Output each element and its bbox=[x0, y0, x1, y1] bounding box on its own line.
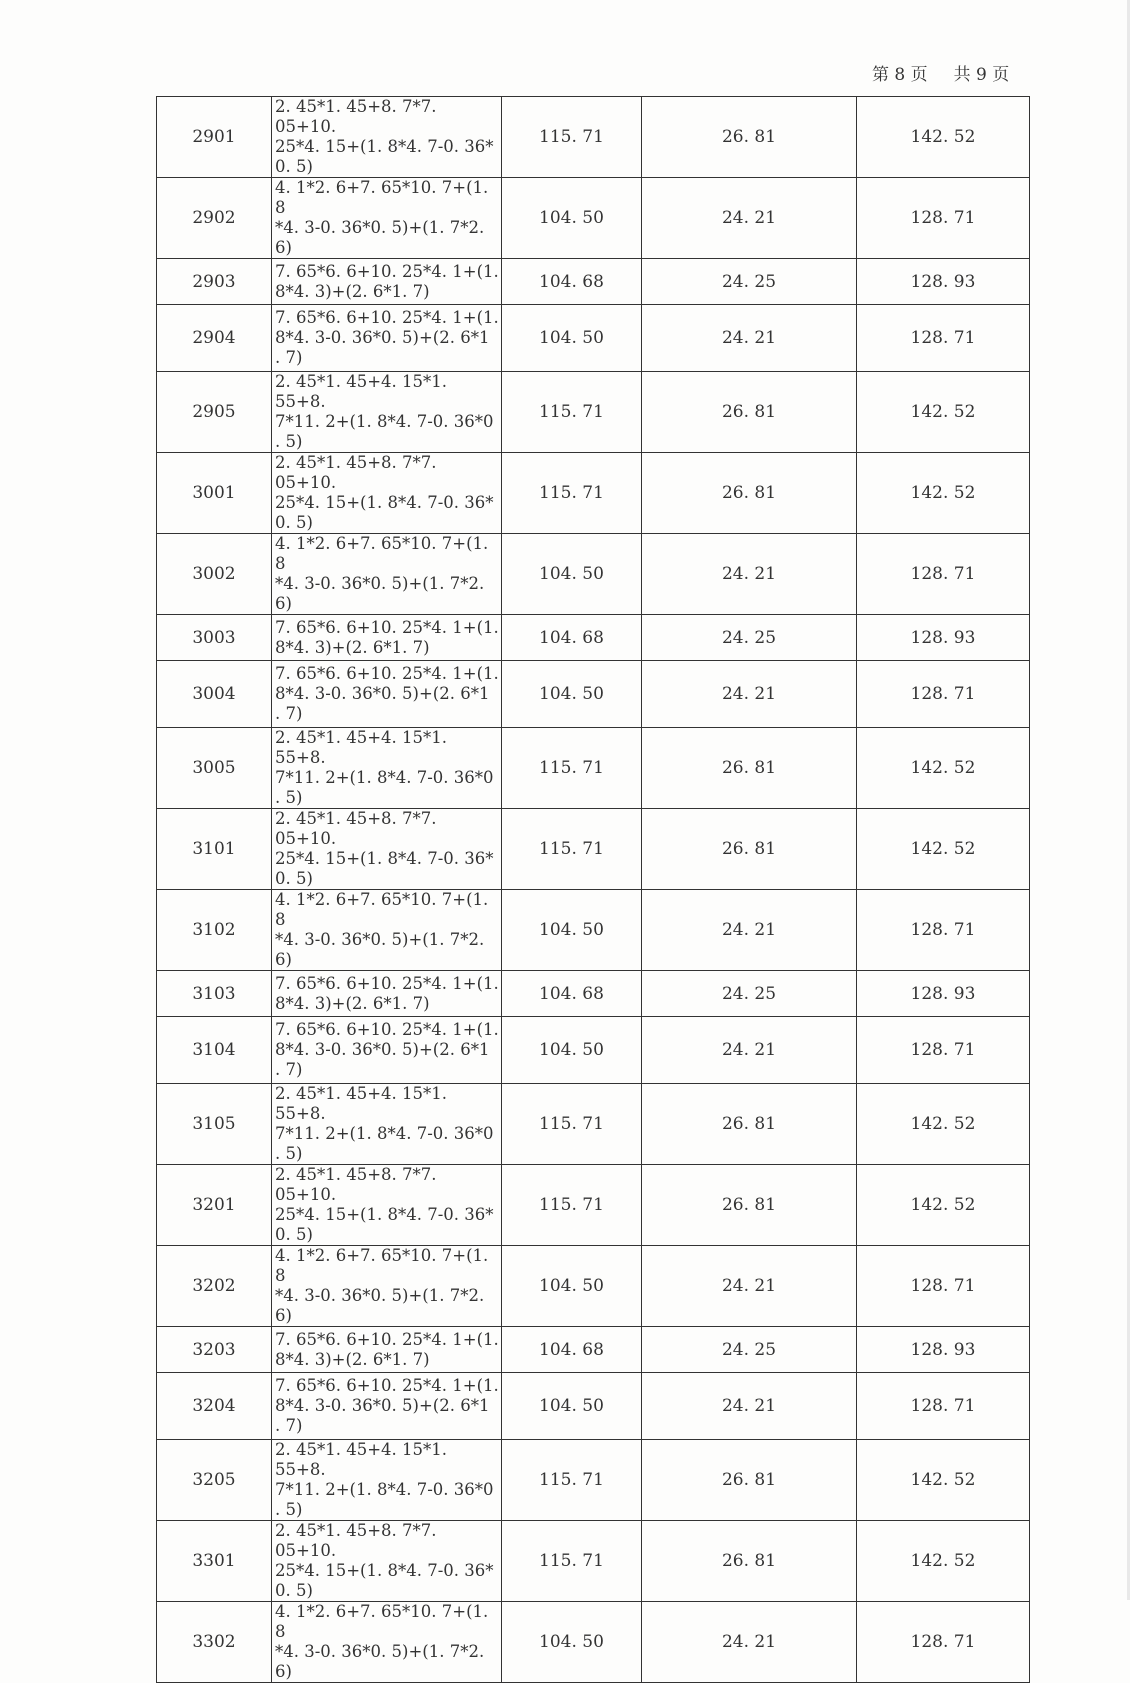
total-area-cell: 128. 71 bbox=[857, 661, 1030, 728]
formula-line: 0. 5) bbox=[275, 513, 313, 532]
total-area-cell: 128. 71 bbox=[857, 1246, 1030, 1327]
area-formula-cell bbox=[272, 1084, 502, 1165]
area-a-cell: 104. 68 bbox=[502, 259, 642, 305]
area-formula-cell bbox=[272, 259, 502, 305]
room-number-cell: 3005 bbox=[157, 728, 272, 809]
area-a-cell: 104. 50 bbox=[502, 1602, 642, 1683]
table-row bbox=[157, 615, 1030, 661]
table-row bbox=[157, 259, 1030, 305]
formula-line: 2. 45*1. 45+4. 15*1. 55+8. bbox=[275, 1440, 448, 1479]
total-area-cell: 142. 52 bbox=[857, 1165, 1030, 1246]
area-b-cell: 26. 81 bbox=[642, 1521, 857, 1602]
formula-line: 8*4. 3-0. 36*0. 5)+(2. 6*1 bbox=[275, 1396, 490, 1415]
total-area-cell: 128. 93 bbox=[857, 615, 1030, 661]
area-formula-cell bbox=[272, 1440, 502, 1521]
room-number-cell: 3002 bbox=[157, 534, 272, 615]
table-row bbox=[157, 178, 1030, 259]
area-formula-cell bbox=[272, 890, 502, 971]
formula-line: 2. 45*1. 45+8. 7*7. 05+10. bbox=[275, 453, 437, 492]
total-area-cell: 128. 71 bbox=[857, 1373, 1030, 1440]
formula-line: . 7) bbox=[275, 1060, 303, 1079]
room-number-cell: 3204 bbox=[157, 1373, 272, 1440]
area-a-cell: 115. 71 bbox=[502, 372, 642, 453]
room-number-cell: 2904 bbox=[157, 305, 272, 372]
table-row bbox=[157, 1246, 1030, 1327]
area-a-cell: 104. 50 bbox=[502, 534, 642, 615]
total-area-cell: 142. 52 bbox=[857, 1440, 1030, 1521]
total-area-cell: 128. 93 bbox=[857, 971, 1030, 1017]
area-b-cell: 24. 25 bbox=[642, 1327, 857, 1373]
area-a-cell: 104. 50 bbox=[502, 178, 642, 259]
formula-line: 8*4. 3)+(2. 6*1. 7) bbox=[275, 993, 430, 1013]
area-formula-cell bbox=[272, 453, 502, 534]
area-b-cell: 24. 21 bbox=[642, 305, 857, 372]
table-row bbox=[157, 1084, 1030, 1165]
total-area-cell: 142. 52 bbox=[857, 453, 1030, 534]
table-row bbox=[157, 372, 1030, 453]
formula-line: 2. 45*1. 45+8. 7*7. 05+10. bbox=[275, 97, 437, 136]
area-formula-cell bbox=[272, 1327, 502, 1373]
table-row bbox=[157, 1440, 1030, 1521]
room-number-cell: 3205 bbox=[157, 1440, 272, 1521]
formula-line: . 5) bbox=[275, 788, 303, 807]
total-area-cell: 128. 71 bbox=[857, 178, 1030, 259]
area-b-cell: 24. 21 bbox=[642, 661, 857, 728]
room-number-cell: 2902 bbox=[157, 178, 272, 259]
area-a-cell: 115. 71 bbox=[502, 1521, 642, 1602]
room-number-cell: 3102 bbox=[157, 890, 272, 971]
formula-line: 6) bbox=[275, 594, 292, 613]
area-formula-cell bbox=[272, 661, 502, 728]
formula-line: 7. 65*6. 6+10. 25*4. 1+(1. bbox=[275, 261, 499, 281]
formula-line: 7*11. 2+(1. 8*4. 7-0. 36*0 bbox=[275, 1124, 494, 1143]
formula-line: 7*11. 2+(1. 8*4. 7-0. 36*0 bbox=[275, 1480, 494, 1499]
table-row bbox=[157, 1327, 1030, 1373]
area-formula-cell bbox=[272, 809, 502, 890]
formula-line: . 5) bbox=[275, 1500, 303, 1519]
room-number-cell: 2901 bbox=[157, 97, 272, 178]
formula-line: . 5) bbox=[275, 1144, 303, 1163]
table-row bbox=[157, 1521, 1030, 1602]
area-b-cell: 24. 21 bbox=[642, 890, 857, 971]
formula-line: 4. 1*2. 6+7. 65*10. 7+(1. 8 bbox=[275, 1602, 489, 1641]
formula-line: 25*4. 15+(1. 8*4. 7-0. 36* bbox=[275, 1561, 494, 1580]
formula-line: 8*4. 3-0. 36*0. 5)+(2. 6*1 bbox=[275, 1040, 490, 1059]
formula-line: . 5) bbox=[275, 432, 303, 451]
area-b-cell: 26. 81 bbox=[642, 728, 857, 809]
room-number-cell: 3103 bbox=[157, 971, 272, 1017]
area-a-cell: 115. 71 bbox=[502, 97, 642, 178]
table-row bbox=[157, 661, 1030, 728]
area-a-cell: 115. 71 bbox=[502, 728, 642, 809]
area-a-cell: 104. 50 bbox=[502, 1017, 642, 1084]
total-area-cell: 128. 93 bbox=[857, 1327, 1030, 1373]
formula-line: . 7) bbox=[275, 348, 303, 367]
room-number-cell: 3202 bbox=[157, 1246, 272, 1327]
formula-line: 7*11. 2+(1. 8*4. 7-0. 36*0 bbox=[275, 768, 494, 787]
formula-line: 7. 65*6. 6+10. 25*4. 1+(1. bbox=[275, 617, 499, 637]
formula-line: 25*4. 15+(1. 8*4. 7-0. 36* bbox=[275, 1205, 494, 1224]
area-formula-cell bbox=[272, 178, 502, 259]
formula-line: 7. 65*6. 6+10. 25*4. 1+(1. bbox=[275, 664, 499, 683]
area-formula-cell bbox=[272, 1017, 502, 1084]
area-a-cell: 115. 71 bbox=[502, 809, 642, 890]
total-area-cell: 128. 71 bbox=[857, 305, 1030, 372]
formula-line: 4. 1*2. 6+7. 65*10. 7+(1. 8 bbox=[275, 890, 489, 929]
area-b-cell: 24. 21 bbox=[642, 1373, 857, 1440]
area-a-cell: 115. 71 bbox=[502, 453, 642, 534]
formula-line: 8*4. 3)+(2. 6*1. 7) bbox=[275, 281, 430, 301]
formula-line: 2. 45*1. 45+8. 7*7. 05+10. bbox=[275, 809, 437, 848]
area-b-cell: 24. 21 bbox=[642, 534, 857, 615]
total-area-cell: 142. 52 bbox=[857, 809, 1030, 890]
room-number-cell: 3003 bbox=[157, 615, 272, 661]
page-total: 共 9 页 bbox=[953, 65, 1010, 85]
formula-line: *4. 3-0. 36*0. 5)+(1. 7*2. bbox=[275, 1642, 485, 1661]
formula-line: 2. 45*1. 45+4. 15*1. 55+8. bbox=[275, 372, 448, 411]
area-formula-cell bbox=[272, 615, 502, 661]
area-a-cell: 115. 71 bbox=[502, 1165, 642, 1246]
area-formula-cell bbox=[272, 305, 502, 372]
table-row bbox=[157, 890, 1030, 971]
area-a-cell: 104. 68 bbox=[502, 1327, 642, 1373]
area-formula-cell bbox=[272, 1521, 502, 1602]
total-area-cell: 142. 52 bbox=[857, 372, 1030, 453]
table-row bbox=[157, 305, 1030, 372]
formula-line: 7. 65*6. 6+10. 25*4. 1+(1. bbox=[275, 308, 499, 327]
area-b-cell: 24. 25 bbox=[642, 971, 857, 1017]
area-a-cell: 115. 71 bbox=[502, 1084, 642, 1165]
area-table-body bbox=[157, 97, 1030, 1683]
formula-line: 0. 5) bbox=[275, 869, 313, 888]
area-b-cell: 24. 25 bbox=[642, 615, 857, 661]
area-b-cell: 26. 81 bbox=[642, 1084, 857, 1165]
formula-line: 2. 45*1. 45+8. 7*7. 05+10. bbox=[275, 1165, 437, 1204]
table-row bbox=[157, 1165, 1030, 1246]
area-b-cell: 26. 81 bbox=[642, 1440, 857, 1521]
room-number-cell: 3001 bbox=[157, 453, 272, 534]
area-table bbox=[156, 96, 1030, 1683]
area-a-cell: 104. 50 bbox=[502, 1246, 642, 1327]
area-a-cell: 104. 68 bbox=[502, 615, 642, 661]
formula-line: 2. 45*1. 45+4. 15*1. 55+8. bbox=[275, 728, 448, 767]
formula-line: 8*4. 3-0. 36*0. 5)+(2. 6*1 bbox=[275, 328, 490, 347]
room-number-cell: 3301 bbox=[157, 1521, 272, 1602]
formula-line: 0. 5) bbox=[275, 157, 313, 176]
formula-line: 0. 5) bbox=[275, 1581, 313, 1600]
area-b-cell: 26. 81 bbox=[642, 97, 857, 178]
room-number-cell: 3101 bbox=[157, 809, 272, 890]
formula-line: 8*4. 3)+(2. 6*1. 7) bbox=[275, 637, 430, 657]
total-area-cell: 142. 52 bbox=[857, 97, 1030, 178]
page-number-header bbox=[872, 60, 1009, 85]
formula-line: 6) bbox=[275, 950, 292, 969]
area-formula-cell bbox=[272, 534, 502, 615]
total-area-cell: 128. 71 bbox=[857, 1602, 1030, 1683]
area-formula-cell bbox=[272, 728, 502, 809]
area-b-cell: 26. 81 bbox=[642, 809, 857, 890]
formula-line: *4. 3-0. 36*0. 5)+(1. 7*2. bbox=[275, 218, 485, 237]
area-a-cell: 104. 50 bbox=[502, 305, 642, 372]
room-number-cell: 3105 bbox=[157, 1084, 272, 1165]
area-b-cell: 24. 21 bbox=[642, 178, 857, 259]
total-area-cell: 128. 93 bbox=[857, 259, 1030, 305]
room-number-cell: 3004 bbox=[157, 661, 272, 728]
formula-line: 2. 45*1. 45+4. 15*1. 55+8. bbox=[275, 1084, 448, 1123]
area-a-cell: 104. 68 bbox=[502, 971, 642, 1017]
formula-line: *4. 3-0. 36*0. 5)+(1. 7*2. bbox=[275, 930, 485, 949]
area-a-cell: 115. 71 bbox=[502, 1440, 642, 1521]
total-area-cell: 128. 71 bbox=[857, 890, 1030, 971]
formula-line: 2. 45*1. 45+8. 7*7. 05+10. bbox=[275, 1521, 437, 1560]
total-area-cell: 128. 71 bbox=[857, 1017, 1030, 1084]
table-row bbox=[157, 534, 1030, 615]
area-b-cell: 24. 21 bbox=[642, 1017, 857, 1084]
area-b-cell: 26. 81 bbox=[642, 453, 857, 534]
formula-line: 7. 65*6. 6+10. 25*4. 1+(1. bbox=[275, 1329, 499, 1349]
room-number-cell: 3302 bbox=[157, 1602, 272, 1683]
area-formula-cell bbox=[272, 1602, 502, 1683]
formula-line: 25*4. 15+(1. 8*4. 7-0. 36* bbox=[275, 849, 494, 868]
total-area-cell: 142. 52 bbox=[857, 1521, 1030, 1602]
formula-line: 6) bbox=[275, 238, 292, 257]
area-formula-cell bbox=[272, 97, 502, 178]
formula-line: 6) bbox=[275, 1306, 292, 1325]
formula-line: 4. 1*2. 6+7. 65*10. 7+(1. 8 bbox=[275, 1246, 489, 1285]
formula-line: . 7) bbox=[275, 1416, 303, 1435]
room-number-cell: 3201 bbox=[157, 1165, 272, 1246]
formula-line: 8*4. 3-0. 36*0. 5)+(2. 6*1 bbox=[275, 684, 490, 703]
area-a-cell: 104. 50 bbox=[502, 661, 642, 728]
formula-line: 7*11. 2+(1. 8*4. 7-0. 36*0 bbox=[275, 412, 494, 431]
area-formula-cell bbox=[272, 1373, 502, 1440]
formula-line: *4. 3-0. 36*0. 5)+(1. 7*2. bbox=[275, 1286, 485, 1305]
room-number-cell: 3104 bbox=[157, 1017, 272, 1084]
area-b-cell: 24. 21 bbox=[642, 1246, 857, 1327]
formula-line: 8*4. 3)+(2. 6*1. 7) bbox=[275, 1349, 430, 1369]
table-row bbox=[157, 453, 1030, 534]
table-row bbox=[157, 1602, 1030, 1683]
total-area-cell: 142. 52 bbox=[857, 728, 1030, 809]
area-b-cell: 26. 81 bbox=[642, 1165, 857, 1246]
formula-line: 25*4. 15+(1. 8*4. 7-0. 36* bbox=[275, 137, 494, 156]
formula-line: 0. 5) bbox=[275, 1225, 313, 1244]
area-a-cell: 104. 50 bbox=[502, 1373, 642, 1440]
area-b-cell: 24. 25 bbox=[642, 259, 857, 305]
page-number: 第 8 页 bbox=[872, 65, 928, 85]
area-formula-cell bbox=[272, 372, 502, 453]
room-number-cell: 2905 bbox=[157, 372, 272, 453]
room-number-cell: 2903 bbox=[157, 259, 272, 305]
formula-line: 4. 1*2. 6+7. 65*10. 7+(1. 8 bbox=[275, 178, 489, 217]
formula-line: 25*4. 15+(1. 8*4. 7-0. 36* bbox=[275, 493, 494, 512]
room-number-cell: 3203 bbox=[157, 1327, 272, 1373]
formula-line: 7. 65*6. 6+10. 25*4. 1+(1. bbox=[275, 1376, 499, 1395]
area-b-cell: 24. 21 bbox=[642, 1602, 857, 1683]
total-area-cell: 128. 71 bbox=[857, 534, 1030, 615]
area-formula-cell bbox=[272, 1246, 502, 1327]
formula-line: 6) bbox=[275, 1662, 292, 1681]
total-area-cell: 142. 52 bbox=[857, 1084, 1030, 1165]
area-formula-cell bbox=[272, 971, 502, 1017]
area-table-container bbox=[156, 96, 1029, 1683]
formula-line: 4. 1*2. 6+7. 65*10. 7+(1. 8 bbox=[275, 534, 489, 573]
table-row bbox=[157, 1017, 1030, 1084]
formula-line: 7. 65*6. 6+10. 25*4. 1+(1. bbox=[275, 1020, 499, 1039]
area-b-cell: 26. 81 bbox=[642, 372, 857, 453]
table-row bbox=[157, 97, 1030, 178]
area-a-cell: 104. 50 bbox=[502, 890, 642, 971]
table-row bbox=[157, 1373, 1030, 1440]
table-row bbox=[157, 971, 1030, 1017]
table-row bbox=[157, 728, 1030, 809]
formula-line: *4. 3-0. 36*0. 5)+(1. 7*2. bbox=[275, 574, 485, 593]
table-row bbox=[157, 809, 1030, 890]
formula-line: . 7) bbox=[275, 704, 303, 723]
area-formula-cell bbox=[272, 1165, 502, 1246]
formula-line: 7. 65*6. 6+10. 25*4. 1+(1. bbox=[275, 973, 499, 993]
